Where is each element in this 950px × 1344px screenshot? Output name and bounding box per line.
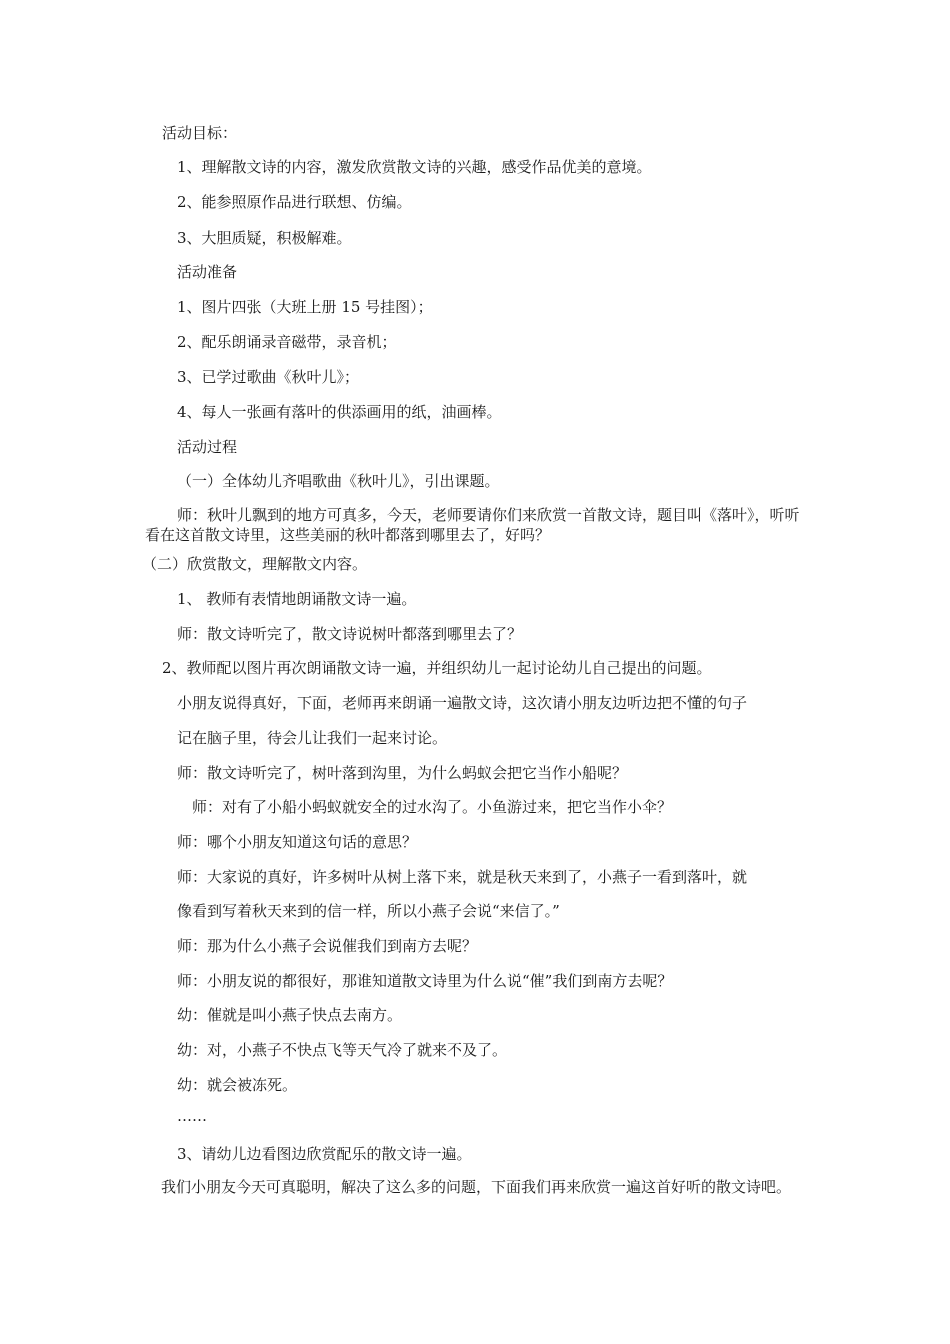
objective-item-3: 3、大胆质疑，积极解难。 [177,229,352,247]
sub-step-3: 3、请幼儿边看图边欣赏配乐的散文诗一遍。 [177,1145,472,1163]
teacher-answer-3-line-1: 师：大家说的真好，许多树叶从树上落下来，就是秋天来到了，小燕子一看到落叶，就 [177,868,748,886]
praise-line-1: 小朋友说得真好，下面，老师再来朗诵一遍散文诗，这次请小朋友边听边把不懂的句子 [177,694,748,712]
teacher-intro-paragraph: 师：秋叶儿飘到的地方可真多，今天，老师要请你们来欣赏一首散文诗，题目叫《落叶》，听听看在这首散文诗里，这些美丽的秋叶都落到哪里去了，好吗？ [145,506,800,544]
child-answer-3: 幼：就会被冻死。 [177,1076,298,1094]
process-step-one: （一）全体幼儿齐唱歌曲《秋叶儿》，引出课题。 [177,472,500,490]
teacher-answer-3-line-2: 像看到写着秋天来到的信一样，所以小燕子会说“来信了。” [177,902,560,920]
sub-step-1: 1、 教师有表情地朗诵散文诗一遍。 [177,590,417,608]
objectives-heading: 活动目标： [162,124,238,142]
process-step-two: （二）欣赏散文，理解散文内容。 [142,555,368,573]
teacher-question-2: 师：散文诗听完了，树叶落到沟里，为什么蚂蚁会把它当作小船呢？ [177,764,628,782]
teacher-answer-2: 师：对有了小船小蚂蚁就安全的过水沟了。小鱼游过来，把它当作小伞？ [192,798,673,816]
child-answer-2: 幼：对，小燕子不快点飞等天气冷了就来不及了。 [177,1041,508,1059]
objective-item-1: 1、理解散文诗的内容，激发欣赏散文诗的兴趣，感受作品优美的意境。 [177,158,652,176]
teacher-question-4: 师：那为什么小燕子会说催我们到南方去呢？ [177,937,478,955]
preparation-item-3: 3、已学过歌曲《秋叶儿》； [177,368,360,386]
closing-paragraph: 我们小朋友今天可真聪明，解决了这么多的问题，下面我们再来欣赏一遍这首好听的散文诗吧。 [161,1178,792,1196]
sub-step-2: 2、教师配以图片再次朗诵散文诗一遍，并组织幼儿一起讨论幼儿自己提出的问题。 [162,659,712,677]
process-heading: 活动过程 [177,438,238,456]
teacher-question-3: 师：哪个小朋友知道这句话的意思？ [177,833,418,851]
preparation-item-2: 2、配乐朗诵录音磁带，录音机； [177,333,397,351]
praise-line-2: 记在脑子里，待会儿让我们一起来讨论。 [177,729,448,747]
preparation-item-1: 1、图片四张（大班上册 15 号挂图）； [177,298,433,316]
child-answer-1: 幼：催就是叫小燕子快点去南方。 [177,1006,403,1024]
teacher-question-1: 师：散文诗听完了，散文诗说树叶都落到哪里去了？ [177,625,523,643]
objective-item-2: 2、能参照原作品进行联想、仿编。 [177,193,412,211]
preparation-heading: 活动准备 [177,263,238,281]
teacher-question-5: 师：小朋友说的都很好，那谁知道散文诗里为什么说“催”我们到南方去呢？ [177,972,673,990]
ellipsis: …… [177,1107,207,1125]
preparation-item-4: 4、每人一张画有落叶的供添画用的纸，油画棒。 [177,403,502,421]
